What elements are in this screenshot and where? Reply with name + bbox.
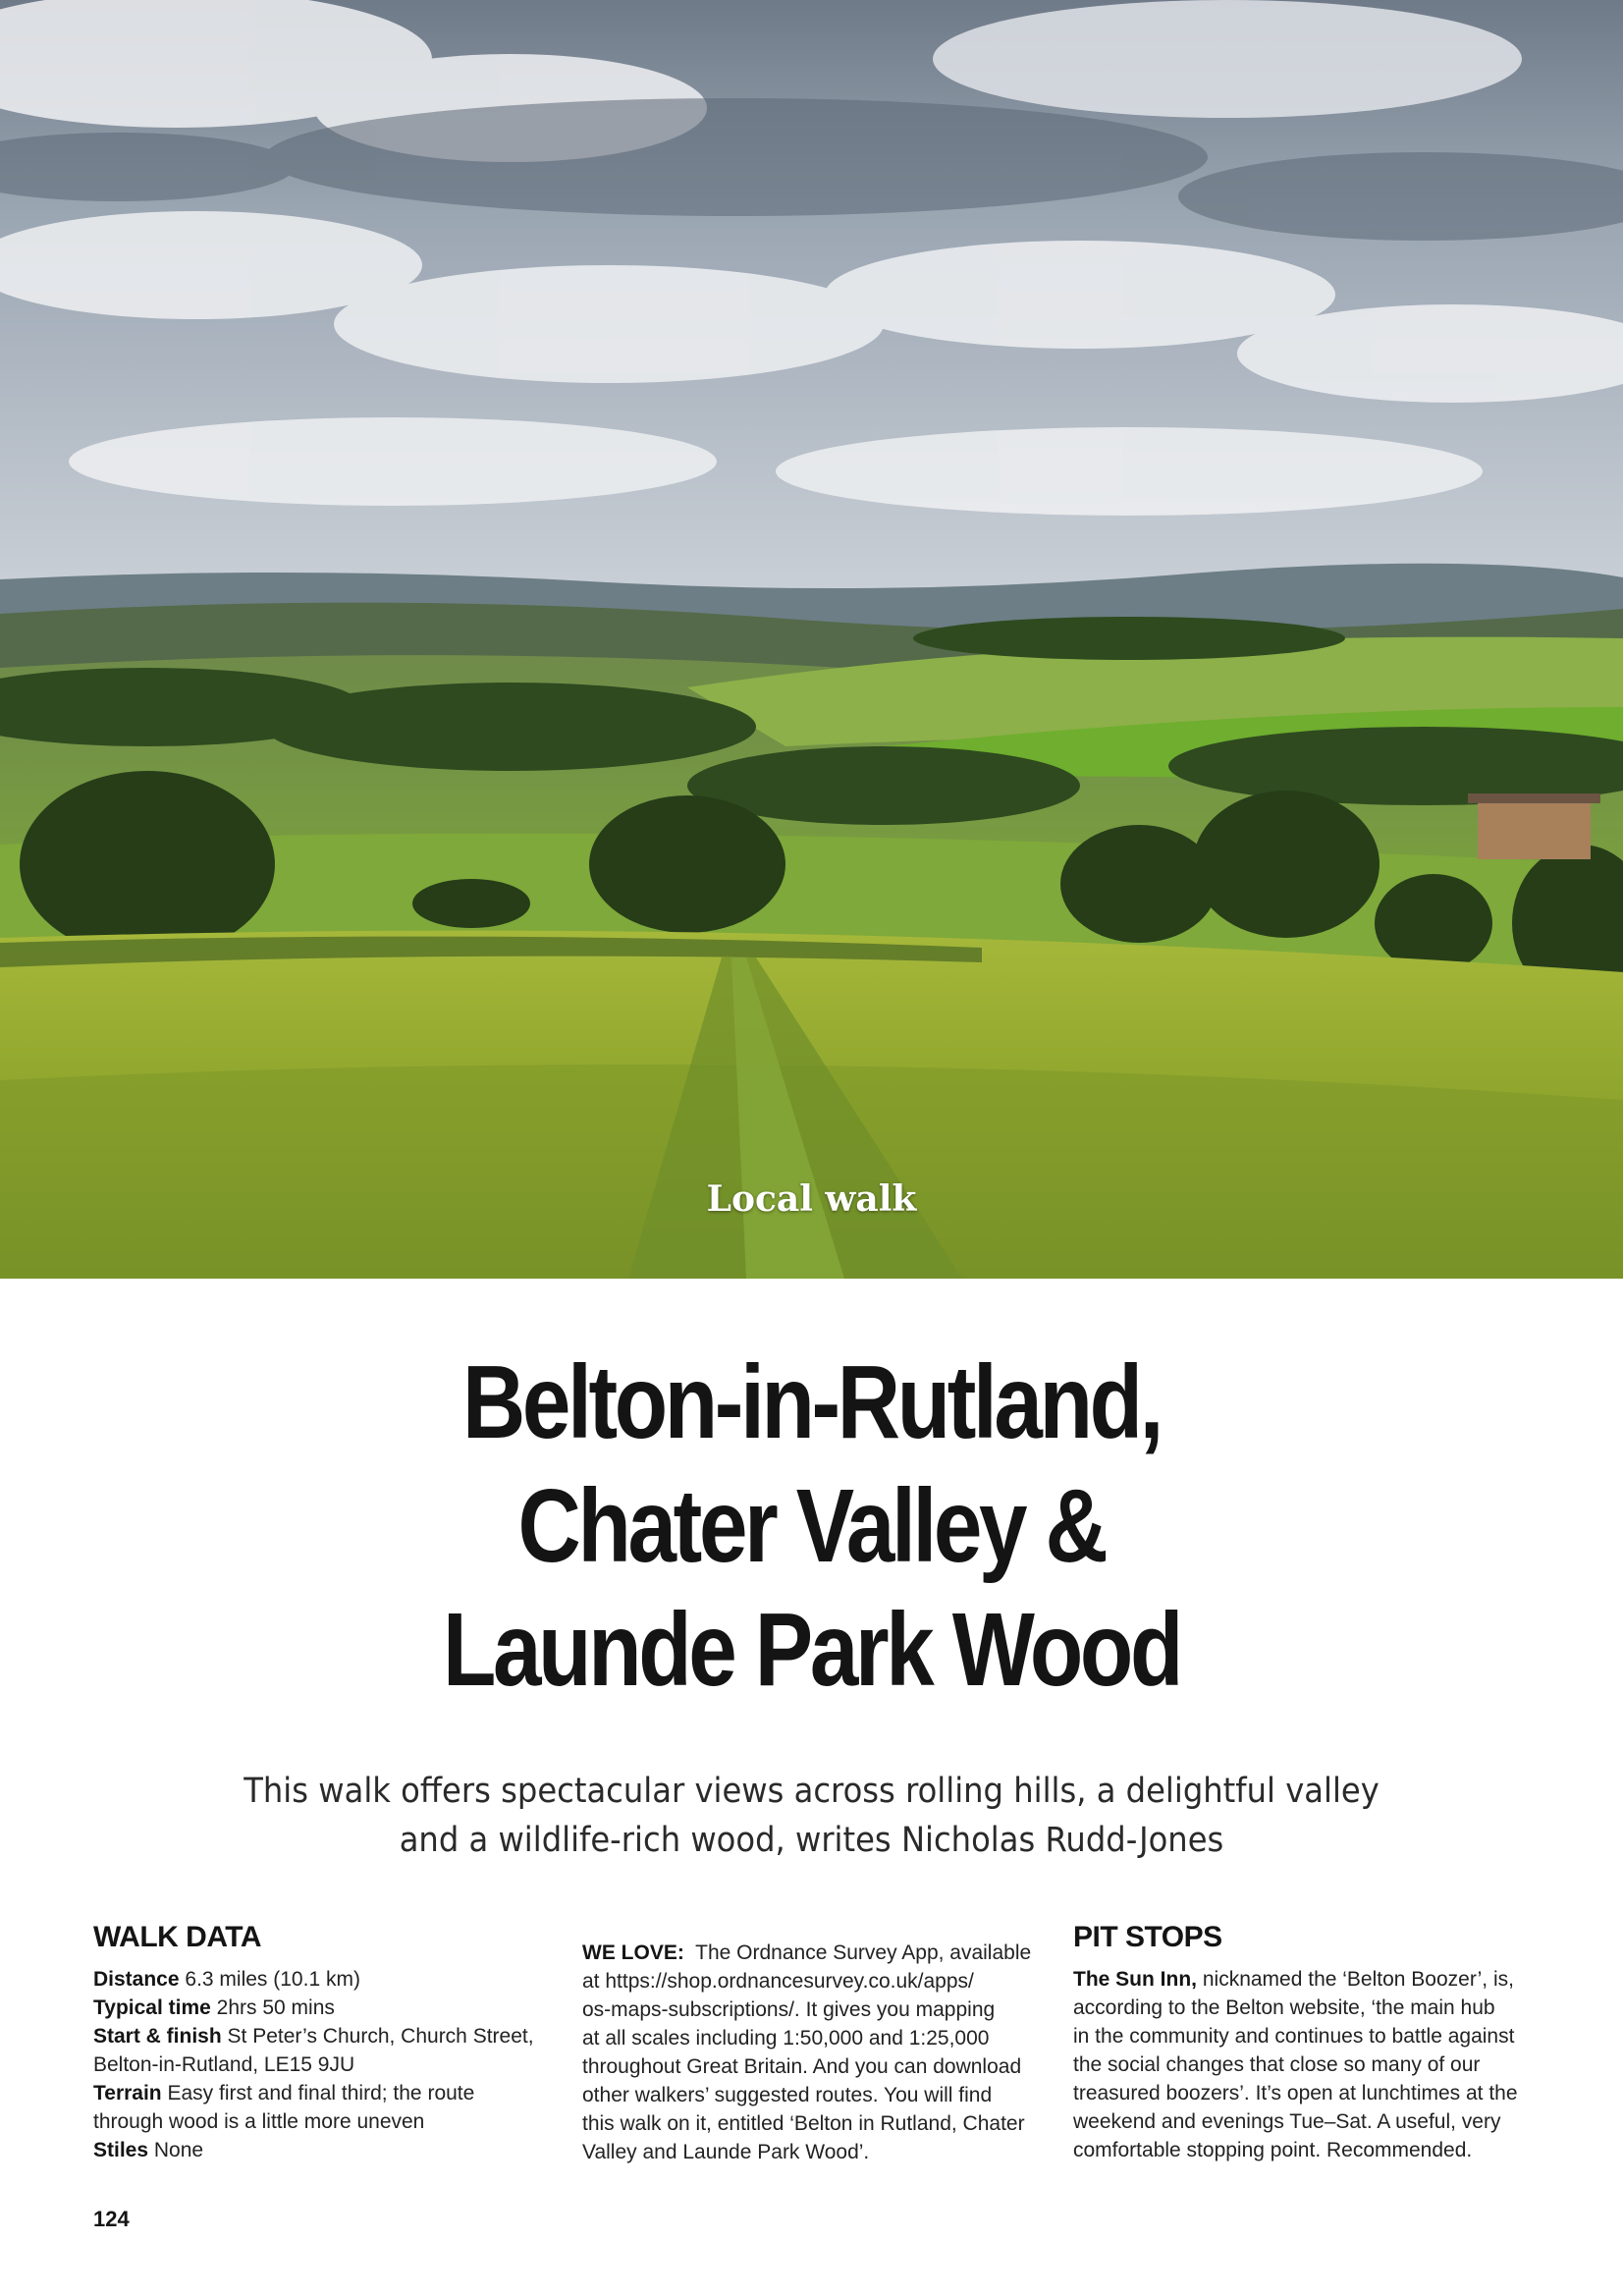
walk-data-column (93, 1920, 540, 2164)
pit-stops-text: nicknamed the ‘Belton Boozer’, is, (1202, 1968, 1514, 1991)
time-value: 2hrs 50 mins (216, 1996, 335, 2019)
stiles-row (93, 2136, 540, 2164)
we-love-line: at https://shop.ordnancesurvey.co.uk/apps/ (582, 1970, 974, 1993)
standfirst (0, 1767, 1623, 1865)
pit-stops-heading: PIT STOPS (1073, 1921, 1222, 1953)
standfirst-line: and a wildlife-rich wood, writes Nicholas Rudd-Jones (399, 1821, 1224, 1860)
pit-stops-line: comfortable stopping point. Recommended. (1073, 2139, 1473, 2161)
title-line: Chater Valley & (517, 1468, 1106, 1584)
we-love-line: os-maps-subscriptions/. It gives you mapping (582, 1998, 996, 2021)
title-line: Belton-in-Rutland, (461, 1344, 1162, 1460)
we-love-line (582, 1939, 1032, 1967)
we-love-line: this walk on it, entitled ‘Belton in Rutland, Chater (582, 2112, 1025, 2135)
we-love-label: WE LOVE: (582, 1941, 684, 1964)
we-love-column (582, 1939, 1032, 2166)
we-love-line: Valley and Launde Park Wood’. (582, 2141, 870, 2163)
start-value-continued: Belton-in-Rutland, LE15 9JU (93, 2053, 355, 2076)
pit-stops-line: weekend and evenings Tue–Sat. A useful, very (1073, 2110, 1501, 2133)
we-love-line: throughout Great Britain. And you can download (582, 2055, 1022, 2078)
start-row (93, 2022, 540, 2050)
manor-house (1478, 800, 1591, 859)
distance-label: Distance (93, 1968, 180, 1991)
time-row (93, 1994, 540, 2022)
time-label: Typical time (93, 1996, 211, 2019)
section-label: Local walk (706, 1178, 917, 1220)
distance-row (93, 1965, 540, 1994)
pit-stops-line: the social changes that close so many of our (1073, 2053, 1481, 2076)
stiles-value: None (153, 2139, 204, 2161)
article-title (0, 1340, 1623, 1712)
terrain-row (93, 2079, 540, 2107)
pit-stops-column (1073, 1920, 1520, 2164)
pub-name: The Sun Inn, (1073, 1968, 1197, 1991)
pit-stops-line: treasured boozers’. It’s open at lunchtimes at the (1073, 2082, 1518, 2105)
start-label: Start & finish (93, 2025, 222, 2048)
terrain-value-continued: through wood is a little more uneven (93, 2110, 425, 2133)
we-love-text: The Ordnance Survey App, available (695, 1941, 1032, 1964)
terrain-label: Terrain (93, 2082, 162, 2105)
start-value: St Peter’s Church, Church Street, (227, 2025, 534, 2048)
pit-stops-line: according to the Belton website, ‘the main hub (1073, 1996, 1495, 2019)
standfirst-line: This walk offers spectacular views across rolling hills, a delightful valley (243, 1772, 1380, 1811)
we-love-line: other walkers’ suggested routes. You will find (582, 2084, 993, 2106)
distance-value: 6.3 miles (10.1 km) (185, 1968, 360, 1991)
we-love-line: at all scales including 1:50,000 and 1:25,000 (582, 2027, 990, 2050)
pit-stops-line: in the community and continues to battle against (1073, 2025, 1515, 2048)
page-number: 124 (93, 2207, 130, 2231)
stiles-label: Stiles (93, 2139, 149, 2161)
terrain-value: Easy first and final third; the route (167, 2082, 475, 2105)
pit-stops-line (1073, 1965, 1520, 1994)
title-line: Launde Park Wood (442, 1592, 1180, 1708)
walk-data-heading: WALK DATA (93, 1921, 262, 1953)
